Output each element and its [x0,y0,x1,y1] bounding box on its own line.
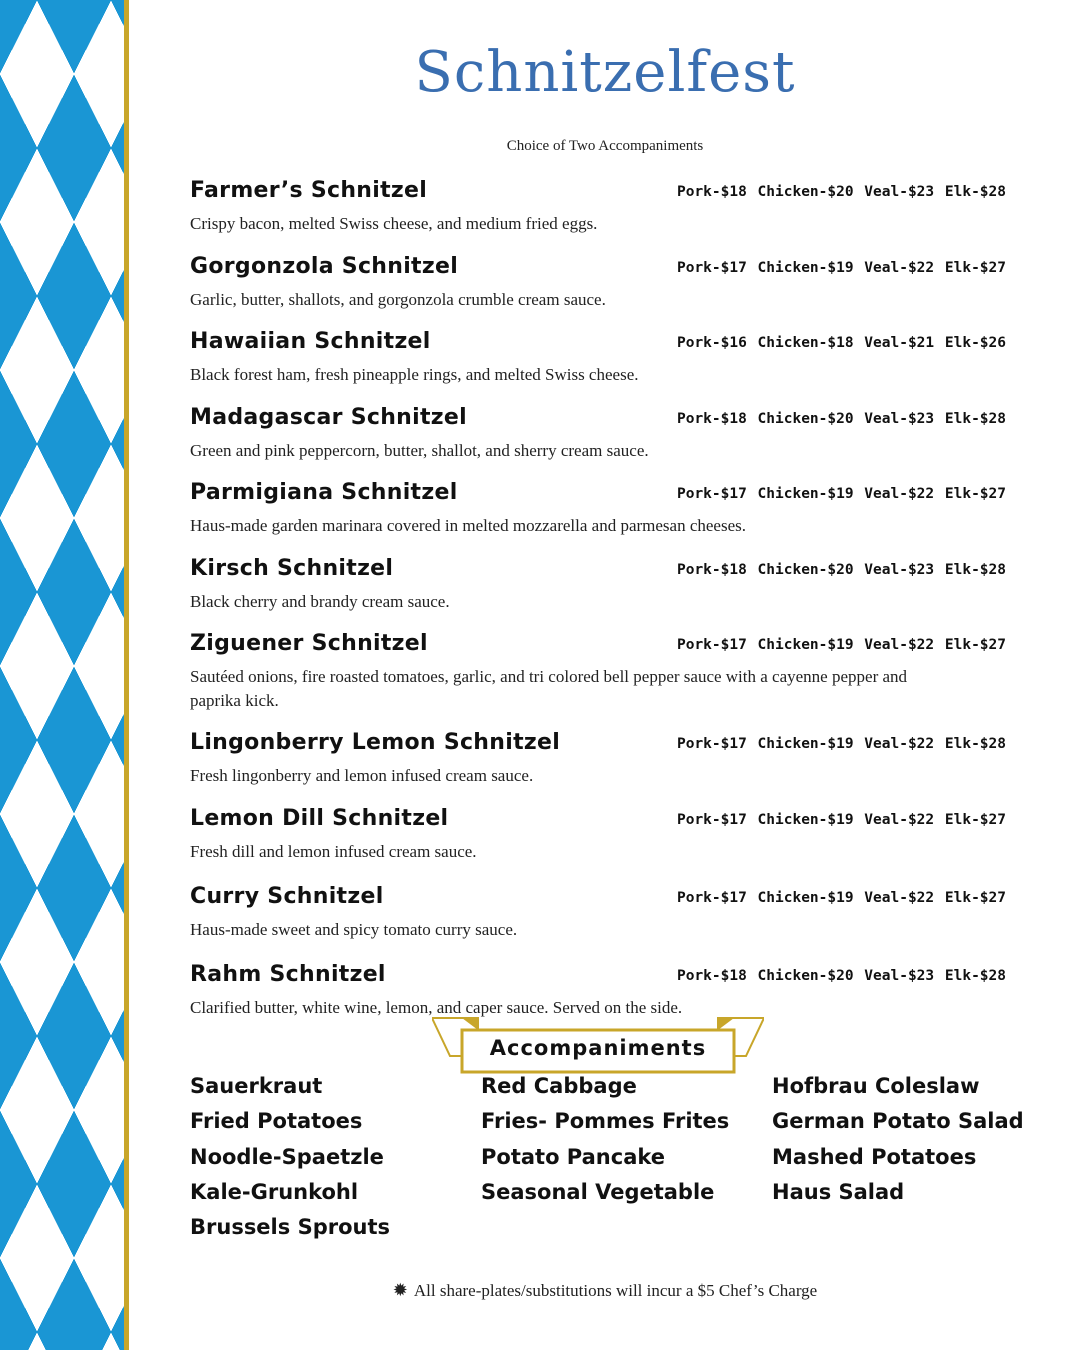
menu-item-prices: Pork-$18 Chicken-$20 Veal-$23 Elk-$28 [676,562,1006,578]
list-item: German Potato Salad [772,1109,1024,1134]
menu-item-prices: Pork-$18 Chicken-$20 Veal-$23 Elk-$28 [676,411,1006,427]
list-item: Hofbrau Coleslaw [772,1074,980,1098]
menu-item-name: Curry Schnitzel [190,884,384,909]
menu-item-description: Green and pink peppercorn, butter, shallot, and sherry cream sauce. [190,441,649,460]
menu-item-description: Black forest ham, fresh pineapple rings, and melted Swiss cheese. [190,365,639,384]
menu-item-prices: Pork-$18 Chicken-$20 Veal-$23 Elk-$28 [676,184,1006,200]
starburst-icon: ✹ [392,1280,408,1300]
menu-item-prices: Pork-$17 Chicken-$19 Veal-$22 Elk-$27 [676,260,1006,276]
menu-item-name: Hawaiian Schnitzel [190,329,431,354]
menu-item-prices: Pork-$17 Chicken-$19 Veal-$22 Elk-$27 [676,637,1006,653]
gold-divider-line [124,0,129,1350]
footnote [130,1280,1080,1301]
menu-item-prices: Pork-$17 Chicken-$19 Veal-$22 Elk-$28 [676,736,1006,752]
menu-item-description: Clarified butter, white wine, lemon, and caper sauce. Served on the side. [190,998,683,1017]
accompaniments-column [772,1072,1024,1213]
menu-item-description: Fresh dill and lemon infused cream sauce. [190,842,477,861]
menu-item-prices: Pork-$18 Chicken-$20 Veal-$23 Elk-$28 [676,968,1006,984]
footnote-text: All share-plates/substitutions will incur a $5 Chef’s Charge [413,1281,818,1300]
menu-item-name: Gorgonzola Schnitzel [190,254,459,279]
menu-item-name: Farmer’s Schnitzel [190,178,428,203]
page-subtitle: Choice of Two Accompaniments [506,138,704,154]
list-item: Red Cabbage [481,1074,637,1098]
menu-item-name: Lemon Dill Schnitzel [190,806,449,831]
list-item: Potato Pancake [481,1144,666,1169]
menu-item-name: Rahm Schnitzel [190,962,386,987]
list-item: Seasonal Vegetable [481,1179,715,1204]
menu-item-prices: Pork-$17 Chicken-$19 Veal-$22 Elk-$27 [676,812,1006,828]
menu-item-description: Haus-made garden marinara covered in melted mozzarella and parmesan cheeses. [190,516,747,535]
menu-item-description: Sautéed onions, fire roasted tomatoes, garlic, and tri colored bell pepper sauce with a cayenne pepper and paprika kick. [190,667,908,710]
accompaniments-column [481,1072,729,1213]
menu-item-prices: Pork-$17 Chicken-$19 Veal-$22 Elk-$27 [676,486,1006,502]
menu-item-name: Ziguener Schnitzel [190,631,428,656]
menu-item-description: Black cherry and brandy cream sauce. [190,592,450,611]
list-item: Kale-Grunkohl [190,1179,359,1204]
list-item: Noodle-Spaetzle [190,1144,384,1169]
menu-item-description: Fresh lingonberry and lemon infused cream sauce. [190,766,534,785]
list-item: Haus Salad [772,1179,905,1204]
menu-item-prices: Pork-$16 Chicken-$18 Veal-$21 Elk-$26 [676,335,1006,351]
page-title: Schnitzelfest [414,40,796,105]
list-item: Fries- Pommes Frites [481,1109,730,1134]
menu-item-name: Madagascar Schnitzel [190,405,467,430]
menu-item-name: Parmigiana Schnitzel [190,480,458,505]
list-item: Fried Potatoes [190,1109,363,1134]
bavarian-diamond-pattern [0,0,124,1350]
menu-item-name: Kirsch Schnitzel [190,556,394,581]
list-item: Mashed Potatoes [772,1144,977,1169]
list-item: Sauerkraut [190,1074,323,1098]
menu-item-description: Haus-made sweet and spicy tomato curry sauce. [190,920,518,939]
menu-item-description: Garlic, butter, shallots, and gorgonzola crumble cream sauce. [190,290,606,309]
accompaniments-column [190,1072,390,1248]
list-item: Brussels Sprouts [190,1215,390,1240]
menu-item-prices: Pork-$17 Chicken-$19 Veal-$22 Elk-$27 [676,890,1006,906]
menu-item-name: Lingonberry Lemon Schnitzel [190,730,561,755]
accompaniments-heading: Accompaniments [489,1036,707,1060]
menu-item-description: Crispy bacon, melted Swiss cheese, and medium fried eggs. [190,214,598,233]
